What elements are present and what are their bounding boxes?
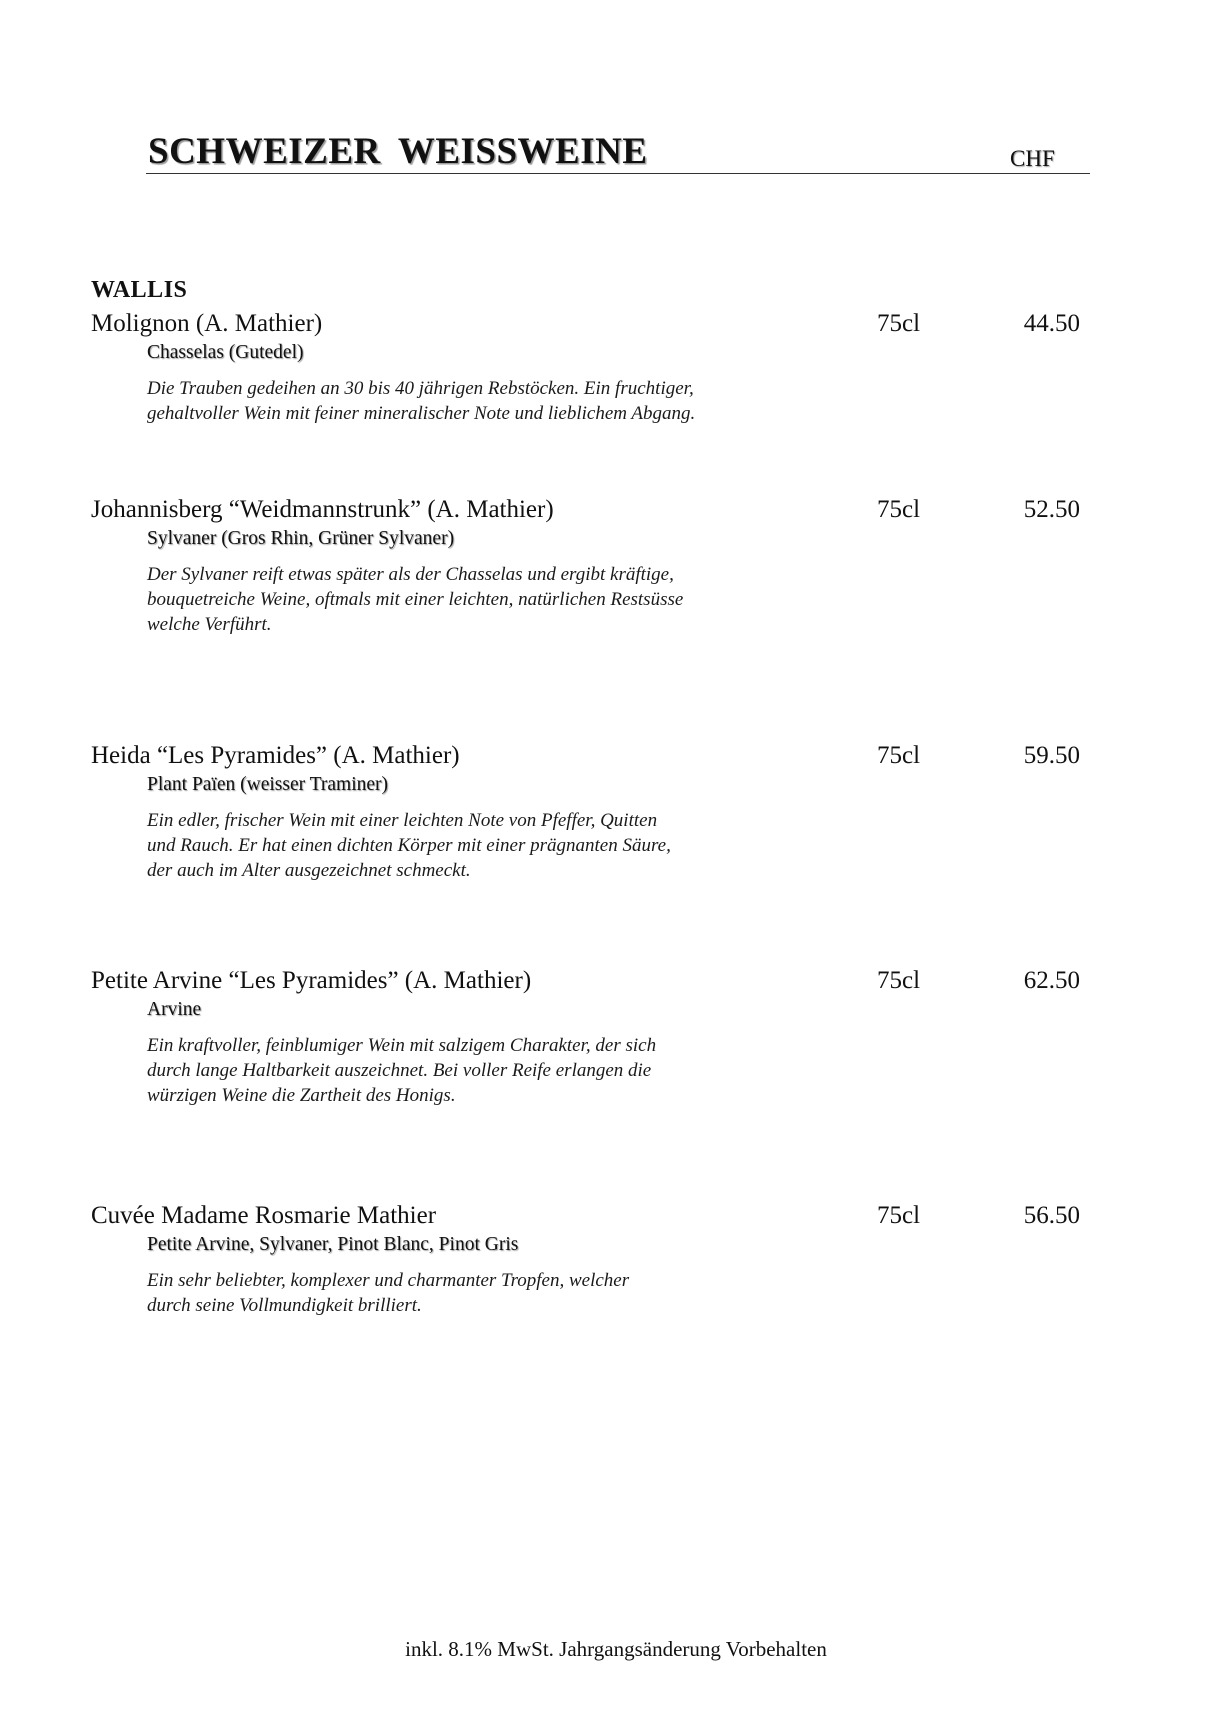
footer-note: inkl. 8.1% MwSt. Jahrgangsänderung Vorbehalten bbox=[405, 1637, 827, 1661]
wine-description: Ein kraftvoller, feinblumiger Wein mit salzigem Charakter, der sich durch lange Haltbarkeit auszeichnet. Bei voller Reife erlangen die würzigen Weine die Zartheit des Honigs. bbox=[147, 1035, 657, 1106]
wine-price: 59.50 bbox=[1023, 742, 1080, 769]
wine-name: Cuvée Madame Rosmarie Mathier bbox=[91, 1202, 437, 1229]
wine-grape: Arvine bbox=[147, 999, 202, 1020]
wine-volume: 75cl bbox=[877, 967, 921, 994]
wine-price: 56.50 bbox=[1023, 1202, 1080, 1229]
header-divider bbox=[146, 173, 1090, 174]
wine-volume: 75cl bbox=[877, 496, 921, 523]
wine-description: Ein edler, frischer Wein mit einer leichten Note von Pfeffer, Quitten und Rauch. Er hat einen dichten Körper mit einer prägnanten Säure, der auch im Alter ausgezeichnet schmeckt. bbox=[147, 810, 671, 881]
wine-name: Molignon (A. Mathier) bbox=[91, 310, 323, 337]
wine-price: 52.50 bbox=[1023, 496, 1080, 523]
page-title: SCHWEIZER WEISSWEINE bbox=[148, 131, 648, 172]
wine-price: 44.50 bbox=[1023, 310, 1080, 337]
wine-description: Die Trauben gedeihen an 30 bis 40 jährigen Rebstöcken. Ein fruchtiger, gehaltvoller Wein mit feiner mineralischer Note und lieblichem Abgang. bbox=[147, 378, 696, 424]
wine-price: 62.50 bbox=[1023, 967, 1080, 994]
wine-volume: 75cl bbox=[877, 310, 921, 337]
wine-grape: Chasselas (Gutedel) bbox=[147, 342, 304, 363]
wine-grape: Petite Arvine, Sylvaner, Pinot Blanc, Pinot Gris bbox=[147, 1234, 519, 1255]
currency-label: CHF bbox=[1010, 146, 1055, 171]
wine-volume: 75cl bbox=[877, 1202, 921, 1229]
wine-name: Johannisberg “Weidmannstrunk” (A. Mathier) bbox=[91, 496, 554, 523]
region-heading: WALLIS bbox=[91, 277, 188, 303]
wine-volume: 75cl bbox=[877, 742, 921, 769]
wine-grape: Sylvaner (Gros Rhin, Grüner Sylvaner) bbox=[147, 528, 455, 549]
wine-grape: Plant Païen (weisser Traminer) bbox=[147, 774, 389, 795]
wine-description: Der Sylvaner reift etwas später als der Chasselas und ergibt kräftige, bouquetreiche Weine, oftmals mit einer leichten, natürlichen Restsüsse welche Verführt. bbox=[147, 564, 684, 635]
wine-name: Heida “Les Pyramides” (A. Mathier) bbox=[91, 742, 460, 769]
wine-name: Petite Arvine “Les Pyramides” (A. Mathier) bbox=[91, 967, 532, 994]
wine-description: Ein sehr beliebter, komplexer und charmanter Tropfen, welcher durch seine Vollmundigkeit brilliert. bbox=[147, 1270, 630, 1316]
